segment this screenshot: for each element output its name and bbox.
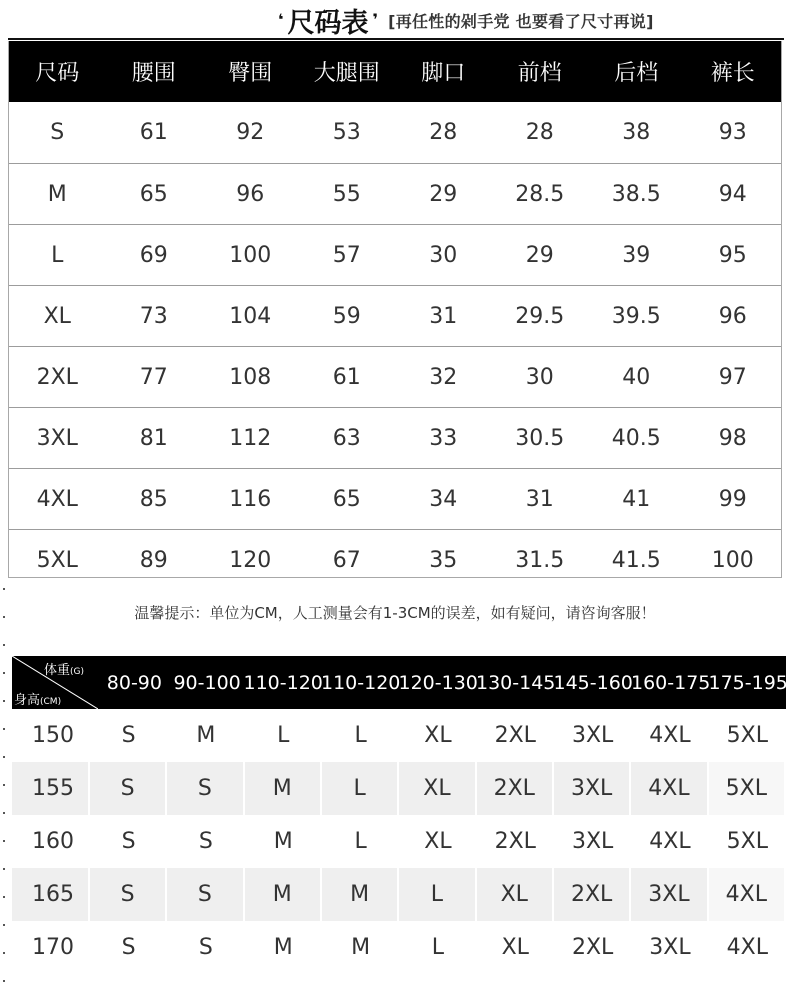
dotted-divider bbox=[3, 588, 5, 988]
size-cell: L bbox=[51, 242, 64, 268]
page-title-text: 尺码表 bbox=[287, 7, 369, 39]
recommended-size-cell: 4XL bbox=[649, 829, 691, 854]
recommended-size-cell: S bbox=[167, 868, 244, 921]
size-cell: 5XL bbox=[36, 547, 78, 573]
measurement-cell: 100 bbox=[229, 242, 272, 268]
recommendation-table-body bbox=[12, 709, 786, 974]
table-row bbox=[12, 709, 786, 762]
measurement-cell: 40.5 bbox=[611, 425, 661, 451]
measurement-cell: 38 bbox=[622, 120, 651, 145]
sparkle-left-icon: ❛ bbox=[278, 10, 284, 29]
measurement-cell: 69 bbox=[139, 242, 168, 268]
measurement-cell: 77 bbox=[139, 364, 168, 390]
recommended-size-cell: S bbox=[121, 829, 136, 854]
measurement-cell: 99 bbox=[718, 486, 747, 512]
measurement-cell: 41.5 bbox=[611, 547, 661, 573]
measurement-cell: 59 bbox=[332, 303, 361, 329]
recommended-size-cell: M bbox=[273, 935, 293, 960]
recommended-size-cell: 3XL bbox=[571, 723, 614, 748]
recommended-size-cell: M bbox=[273, 829, 293, 854]
height-axis-label bbox=[14, 689, 61, 708]
table-row bbox=[9, 285, 781, 346]
recommended-size-cell: 5XL bbox=[726, 829, 768, 854]
measurement-cell: 94 bbox=[718, 181, 747, 207]
recommended-size-cell: 4XL bbox=[631, 762, 708, 815]
page-title bbox=[278, 1, 378, 40]
measurement-cell: 61 bbox=[332, 364, 361, 390]
measurement-cell: 120 bbox=[229, 547, 272, 573]
table-row bbox=[9, 407, 781, 468]
measurement-cell: 40 bbox=[622, 364, 651, 390]
title-group bbox=[278, 0, 654, 40]
size-table-header bbox=[9, 41, 781, 102]
measurement-cell: 112 bbox=[229, 425, 272, 451]
measurement-cell: 38.5 bbox=[611, 181, 661, 207]
recommended-size-cell: L bbox=[322, 762, 399, 815]
recommended-size-cell: M bbox=[245, 868, 322, 921]
height-cell: 155 bbox=[12, 762, 90, 815]
recommended-size-cell: M bbox=[245, 762, 322, 815]
recommended-size-cell: 4XL bbox=[726, 935, 768, 960]
measurement-cell: 81 bbox=[139, 425, 168, 451]
recommended-size-cell: S bbox=[167, 762, 244, 815]
measurement-cell: 108 bbox=[229, 364, 272, 390]
recommended-size-cell: S bbox=[198, 935, 213, 960]
weight-label: 体重 bbox=[44, 663, 71, 678]
recommended-size-cell: S bbox=[121, 935, 136, 960]
recommended-size-cell: 3XL bbox=[631, 868, 708, 921]
size-recommendation-table bbox=[12, 656, 786, 976]
size-cell: M bbox=[47, 181, 67, 207]
measurement-cell: 63 bbox=[332, 425, 361, 451]
recommended-size-cell: L bbox=[354, 829, 367, 854]
recommended-size-cell: XL bbox=[424, 723, 452, 748]
weight-range-header: 80-90 bbox=[106, 671, 162, 694]
height-label: 身高 bbox=[14, 693, 41, 708]
recommendation-table-header bbox=[12, 656, 786, 709]
measurement-cell: 67 bbox=[332, 547, 361, 573]
measurement-cell: 39 bbox=[622, 242, 651, 268]
measurement-cell: 35 bbox=[429, 547, 458, 573]
measurement-cell: 97 bbox=[718, 364, 747, 390]
size-cell: 3XL bbox=[36, 425, 78, 451]
table-row bbox=[9, 224, 781, 285]
recommended-size-cell: 3XL bbox=[571, 829, 614, 854]
measurement-cell: 96 bbox=[718, 303, 747, 329]
weight-range-header: 175-195 bbox=[708, 671, 788, 694]
measurement-cell: 28.5 bbox=[515, 181, 565, 207]
measurement-cell: 29 bbox=[429, 181, 458, 207]
measurement-tip: 温馨提示：单位为CM，人工测量会有1-3CM的误差，如有疑问，请咨询客服！ bbox=[134, 604, 656, 622]
recommended-size-cell: S bbox=[198, 829, 213, 854]
measurement-cell: 29 bbox=[525, 242, 554, 268]
weight-range-header: 160-175 bbox=[631, 671, 711, 694]
size-measurement-table bbox=[8, 41, 782, 578]
recommended-size-cell: M bbox=[351, 935, 371, 960]
measurement-cell: 65 bbox=[332, 486, 361, 512]
measurement-cell: 65 bbox=[139, 181, 168, 207]
height-cell: 170 bbox=[32, 935, 74, 960]
measurement-cell: 32 bbox=[429, 364, 458, 390]
recommended-size-cell: M bbox=[322, 868, 399, 921]
recommended-size-cell: XL bbox=[501, 935, 529, 960]
measurement-cell: 39.5 bbox=[611, 303, 661, 329]
header-cell: 腰围 bbox=[131, 61, 176, 86]
recommended-size-cell: 2XL bbox=[494, 829, 536, 854]
recommended-size-cell: 5XL bbox=[726, 723, 768, 748]
recommended-size-cell: 4XL bbox=[649, 723, 691, 748]
header-cell: 裤长 bbox=[710, 61, 755, 86]
sparkle-right-icon: ❜ bbox=[372, 10, 379, 29]
weight-range-header: 90-100 bbox=[173, 671, 241, 694]
recommended-size-cell: S bbox=[90, 868, 167, 921]
measurement-cell: 73 bbox=[139, 303, 168, 329]
measurement-cell: 92 bbox=[236, 120, 265, 145]
measurement-cell: 55 bbox=[332, 181, 361, 207]
size-table-body bbox=[9, 102, 781, 590]
recommended-size-cell: 4XL bbox=[709, 868, 786, 921]
recommended-size-cell: L bbox=[431, 935, 445, 960]
table-row bbox=[9, 102, 781, 163]
page-subtitle: [再任性的剁手党 也要看了尺寸再说] bbox=[388, 11, 654, 31]
table-row bbox=[12, 921, 786, 974]
height-unit: (CM) bbox=[40, 697, 62, 707]
recommended-size-cell: XL bbox=[424, 829, 452, 854]
measurement-cell: 85 bbox=[139, 486, 168, 512]
recommended-size-cell: 2XL bbox=[494, 723, 536, 748]
height-cell: 160 bbox=[32, 829, 74, 854]
measurement-cell: 53 bbox=[332, 120, 361, 145]
corner-cell bbox=[12, 656, 98, 709]
measurement-cell: 31.5 bbox=[515, 547, 565, 573]
measurement-cell: 33 bbox=[429, 425, 458, 451]
recommended-size-cell: S bbox=[121, 723, 136, 748]
measurement-cell: 41 bbox=[622, 486, 651, 512]
measurement-cell: 104 bbox=[229, 303, 272, 329]
measurement-cell: 93 bbox=[718, 120, 747, 145]
measurement-cell: 30 bbox=[429, 242, 458, 268]
measurement-cell: 34 bbox=[429, 486, 458, 512]
measurement-cell: 30.5 bbox=[515, 425, 565, 451]
size-cell: 4XL bbox=[36, 486, 78, 512]
measurement-cell: 96 bbox=[236, 181, 265, 207]
recommended-size-cell: L bbox=[354, 723, 367, 748]
table-row bbox=[12, 868, 786, 921]
weight-range-header: 145-160 bbox=[553, 671, 633, 694]
recommended-size-cell: 3XL bbox=[649, 935, 691, 960]
weight-range-header: 130-145 bbox=[476, 671, 556, 694]
measurement-cell: 95 bbox=[718, 242, 747, 268]
recommended-size-cell: XL bbox=[399, 762, 476, 815]
header-cell: 后档 bbox=[614, 61, 659, 86]
weight-unit: (G) bbox=[70, 667, 85, 677]
recommended-size-cell: 5XL bbox=[709, 762, 786, 815]
recommended-size-cell: 2XL bbox=[554, 868, 631, 921]
measurement-cell: 31 bbox=[525, 486, 554, 512]
recommended-size-cell: XL bbox=[477, 868, 554, 921]
table-row bbox=[9, 468, 781, 529]
size-cell: S bbox=[50, 120, 65, 145]
size-cell: 2XL bbox=[36, 364, 78, 390]
measurement-cell: 89 bbox=[139, 547, 168, 573]
recommended-size-cell: 2XL bbox=[571, 935, 614, 960]
table-row bbox=[12, 815, 786, 868]
header-cell: 大腿围 bbox=[313, 61, 380, 86]
weight-axis-label bbox=[44, 659, 84, 678]
header-cell: 臀围 bbox=[228, 61, 273, 86]
header-cell: 尺码 bbox=[35, 61, 80, 86]
measurement-cell: 100 bbox=[711, 547, 754, 573]
height-cell: 150 bbox=[32, 723, 74, 748]
recommended-size-cell: 3XL bbox=[554, 762, 631, 815]
header-cell: 前档 bbox=[517, 61, 562, 86]
measurement-cell: 30 bbox=[525, 364, 554, 390]
measurement-cell: 57 bbox=[332, 242, 361, 268]
table-row bbox=[12, 762, 786, 815]
table-row bbox=[9, 163, 781, 224]
recommended-size-cell: M bbox=[196, 723, 216, 748]
measurement-cell: 116 bbox=[229, 486, 272, 512]
weight-range-header: 110-120 bbox=[321, 671, 401, 694]
recommended-size-cell: S bbox=[90, 762, 167, 815]
measurement-cell: 98 bbox=[718, 425, 747, 451]
height-cell: 165 bbox=[12, 868, 90, 921]
recommended-size-cell: L bbox=[277, 723, 290, 748]
table-row bbox=[9, 529, 781, 590]
measurement-cell: 61 bbox=[139, 120, 168, 145]
header-cell: 脚口 bbox=[421, 61, 466, 86]
measurement-cell: 28 bbox=[525, 120, 554, 145]
table-row bbox=[9, 346, 781, 407]
recommended-size-cell: 2XL bbox=[477, 762, 554, 815]
title-banner bbox=[8, 0, 784, 40]
measurement-cell: 31 bbox=[429, 303, 458, 329]
measurement-cell: 29.5 bbox=[515, 303, 565, 329]
recommended-size-cell: L bbox=[399, 868, 476, 921]
weight-range-header: 120-130 bbox=[398, 671, 478, 694]
size-cell: XL bbox=[43, 303, 71, 329]
weight-range-header: 110-120 bbox=[243, 671, 323, 694]
measurement-cell: 28 bbox=[429, 120, 458, 145]
